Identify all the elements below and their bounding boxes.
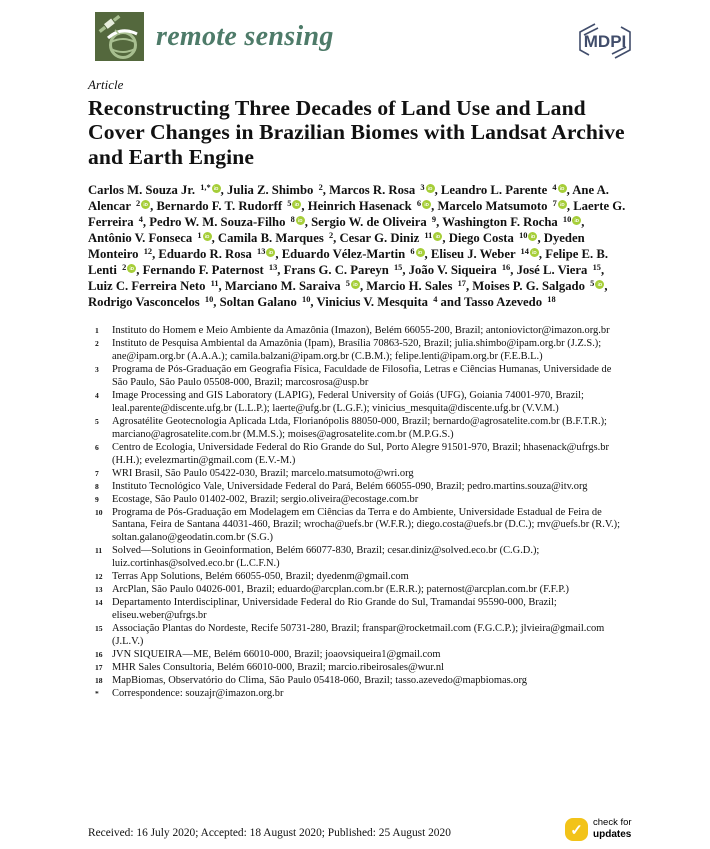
affiliation-text: Associação Plantas do Nordeste, Recife 50731-280, Brazil; franspar@rocketmail.com (F.G.C.P.); jlvieira@gmail.com (J.L.V.) — [112, 623, 605, 648]
author: Eduardo Vélez-Martin $^6$ iD — [282, 247, 425, 261]
author-affiliation-ref: 9 — [431, 215, 437, 225]
affiliation-number: 7 — [95, 468, 99, 478]
author: Sergio W. de Oliveira $^9$ — [311, 215, 437, 230]
affiliation-text: JVN SIQUEIRA—ME, Belém 66010-000, Brazil; joaovsiqueira1@gmail.com — [112, 649, 441, 660]
affiliation-list — [88, 325, 629, 701]
affiliation-number: 8 — [95, 481, 99, 491]
author: Laerte G. Ferreira $^4$ — [88, 199, 626, 230]
orcid-icon[interactable]: iD — [203, 232, 212, 241]
author: Marciano M. Saraiva $^5$ iD — [225, 279, 360, 293]
author-affiliation-ref: 11 — [424, 231, 433, 241]
orcid-icon[interactable]: iD — [351, 280, 360, 289]
mdpi-logo — [574, 20, 636, 67]
author-affiliation-ref: 3 — [420, 183, 425, 193]
orcid-icon[interactable]: iD — [422, 200, 431, 209]
author: Washington F. Rocha $^{10}$ iD — [442, 215, 581, 229]
author-affiliation-ref: 5 — [345, 279, 350, 289]
author-affiliation-ref: 8 — [290, 215, 295, 225]
affiliation-text: MHR Sales Consultoria, Belém 66010-000, Brazil; marcio.ribeirosales@wur.nl — [112, 661, 444, 673]
author-affiliation-ref: 5 — [287, 199, 292, 209]
author: Rodrigo Vasconcelos $^{10}$ — [88, 295, 214, 310]
author-affiliation-ref: 2 — [122, 263, 127, 273]
affiliation-number: 17 — [95, 662, 103, 672]
author-affiliation-ref: 6 — [410, 247, 415, 257]
author-affiliation-ref: 15 — [592, 263, 601, 273]
affiliation-number: 18 — [95, 675, 103, 685]
affiliation-item — [88, 507, 629, 546]
affiliation-number: 11 — [95, 546, 103, 556]
author-affiliation-ref: 11 — [210, 279, 219, 289]
affiliation-text: Ecostage, São Paulo 01402-002, Brazil; sergio.oliveira@ecostage.com.br — [112, 493, 419, 505]
author: Camila B. Marques $^2$ — [217, 231, 334, 246]
affiliation-text: ArcPlan, São Paulo 04026-001, Brazil; eduardo@arcplan.com.br (E.R.R.); paternost@arcplan.com.br (F.F.P.) — [112, 584, 569, 596]
affiliation-text: Programa de Pós-Graduação em Geografia Física, Faculdade de Filosofia, Letras e Ciências Humanas, Universidade de São Paulo, São Paulo 05508-000, Brazil; marcosrosa@usp.br — [112, 364, 612, 388]
author: Cesar G. Diniz $^{11}$ iD — [339, 231, 442, 245]
author: Marcos R. Rosa $^3$ iD — [329, 183, 434, 197]
author-affiliation-ref: 4 — [552, 183, 557, 193]
orcid-icon[interactable]: iD — [558, 200, 567, 209]
author: Julia Z. Shimbo $^2$ — [227, 183, 323, 198]
author: Marcio H. Sales $^{17}$ — [366, 279, 466, 294]
orcid-icon[interactable]: iD — [416, 248, 425, 257]
affiliation-item — [88, 675, 629, 688]
orcid-icon[interactable]: iD — [595, 280, 604, 289]
author-list: Carlos M. Souza Jr. $^{1,*}$ iD , Julia Z. Shimbo $^2$, Marcos R. Rosa $^3$ iD , Leandro L. Parente $^4$ iD , Ane A. Alencar $^2$ iD , Bernardo F. T. Rudorff $^5$ iD , Heinrich Hasenack $^6$ iD , Marcelo Matsumoto $^7$ iD , Laerte G. Ferreira $^4$, Pedro W. M. Souza-Filho $^8$ iD , Sergio W. de Oliveira $^9$, Washington F. Rocha $^{10}$ iD , Antônio V. Fonseca $^1$ iD , Camila B. Marques $^2$, Cesar G. Diniz $^{11}$ iD , Diego Costa $^{10}$ iD , Dyeden Monteiro $^{12}$, Eduardo R. Rosa $^{13}$ iD , Eduardo Vélez-Martin $^6$ iD , Eliseu J. Weber $^{14}$ iD , Felipe E. B. Lenti $^2$ iD , Fernando F. Paternost $^{13}$, Frans G. C. Pareyn $^{15}$, João V. Siqueira $^{16}$, José L. Viera $^{15}$, Luiz C. Ferreira Neto $^{11}$, Marciano M. Saraiva $^5$ iD , Marcio H. Sales $^{17}$, Moises P. G. Salgado $^5$ iD , Rodrigo Vasconcelos $^{10}$, Soltan Galano $^{10}$, Vinicius V. Mesquita $^4$ and Tasso Azevedo $^{18}$ — [88, 183, 626, 310]
orcid-icon[interactable]: iD — [296, 216, 305, 225]
affiliation-item — [88, 416, 629, 442]
affiliation-item — [88, 545, 629, 571]
author-affiliation-ref: 4 — [138, 215, 143, 225]
author: Vinicius V. Mesquita $^4$ — [316, 295, 438, 310]
affiliation-number: 13 — [95, 585, 103, 595]
affiliation-item — [88, 662, 629, 675]
mdpi-hexagon-icon — [574, 20, 636, 62]
check-icon[interactable]: ✓ — [565, 818, 588, 841]
author: Leandro L. Parente $^4$ iD — [441, 183, 567, 197]
affiliation-item — [88, 597, 629, 623]
author: Fernando F. Paternost $^{13}$ — [142, 263, 278, 278]
author: Luiz C. Ferreira Neto $^{11}$ — [88, 279, 219, 294]
orcid-icon[interactable]: iD — [212, 184, 221, 193]
author-affiliation-ref: 16 — [501, 263, 511, 273]
author: Dyeden Monteiro $^{12}$ — [88, 231, 585, 262]
author: Felipe E. B. Lenti $^2$ iD — [88, 247, 608, 278]
orcid-icon[interactable]: iD — [141, 200, 150, 209]
author-affiliation-ref: 1,* — [200, 183, 211, 193]
article-title: Reconstructing Three Decades of Land Use and Land Cover Changes in Brazilian Biomes with Landsat Archive and Earth Engine — [88, 96, 625, 169]
affiliation-number: 12 — [95, 572, 103, 582]
affiliation-item — [88, 623, 629, 649]
author-affiliation-ref: 12 — [143, 247, 153, 257]
author: Frans G. C. Pareyn $^{15}$ — [283, 263, 403, 278]
check-updates-line2: updates — [593, 829, 632, 841]
author: Diego Costa $^{10}$ iD — [449, 231, 538, 245]
affiliation-item — [88, 649, 629, 662]
affiliation-text: Image Processing and GIS Laboratory (LAPIG), Federal University of Goiás (UFG), Goiania 74001-970, Brazil; leal.parente@discente.ufg.br (L.L.P.); laerte@ufg.br (L.G.F.); vinicius_mesquita@discente.ufg.br (V.V.M.) — [112, 389, 584, 414]
affiliation-item — [88, 364, 629, 390]
front-matter — [88, 77, 629, 701]
author-affiliation-ref: 10 — [562, 215, 572, 225]
affiliation-number: 16 — [95, 650, 103, 659]
author-affiliation-ref: 10 — [302, 295, 311, 305]
remote-sensing-logo-square — [95, 12, 144, 61]
orcid-icon[interactable]: iD — [558, 184, 567, 193]
affiliation-number: 6 — [95, 442, 99, 452]
affiliation-text: Terras App Solutions, Belém 66055-050, Brazil; dyedenm@gmail.com — [112, 571, 409, 583]
author: Eduardo R. Rosa $^{13}$ iD — [158, 247, 275, 261]
affiliation-number: 14 — [95, 598, 103, 608]
affiliation-number: 15 — [95, 624, 103, 634]
affiliation-text: Instituto Tecnológico Vale, Universidade Federal do Pará, Belém 66055-090, Brazil; pedro.martins.souza@itv.org — [112, 480, 588, 492]
affiliation-number: 4 — [95, 390, 99, 400]
author: Moises P. G. Salgado $^5$ iD — [472, 279, 604, 293]
author-affiliation-ref: 13 — [257, 247, 266, 257]
affiliation-text: MapBiomas, Observatório do Clima, São Paulo 05418-060, Brazil; tasso.azevedo@mapbiomas.org — [112, 674, 527, 686]
affiliation-item — [88, 481, 629, 494]
author: Bernardo F. T. Rudorff $^5$ iD — [156, 199, 301, 213]
orcid-icon[interactable]: iD — [530, 248, 539, 257]
affiliation-number: 10 — [95, 507, 103, 517]
affiliation-item — [88, 325, 629, 338]
affiliation-item — [88, 584, 629, 597]
affiliation-item — [88, 468, 629, 481]
author: José L. Viera $^{15}$ — [516, 263, 601, 278]
affiliation-text: Departamento Interdisciplinar, Universidade Federal do Rio Grande do Sul, Tramandaí 95590-000, Brazil; eliseu.weber@ufrgs.br — [112, 597, 557, 622]
author-affiliation-ref: 13 — [268, 263, 278, 273]
affiliation-item — [88, 338, 629, 364]
author-affiliation-ref: 10 — [204, 295, 214, 305]
affiliation-number: * — [95, 688, 99, 698]
journal-name: remote sensing — [156, 21, 334, 52]
affiliation-text: WRI Brasil, São Paulo 05422-030, Brazil; marcelo.matsumoto@wri.org — [112, 467, 414, 479]
author: Marcelo Matsumoto $^7$ iD — [437, 199, 566, 213]
affiliation-number: 5 — [95, 416, 99, 426]
affiliation-item — [88, 571, 629, 584]
author: João V. Siqueira $^{16}$ — [408, 263, 511, 278]
satellite-globe-icon — [95, 12, 144, 61]
orcid-icon[interactable]: iD — [426, 184, 435, 193]
author: Antônio V. Fonseca $^1$ iD — [88, 231, 212, 245]
author-affiliation-ref: 5 — [590, 279, 595, 289]
author-affiliation-ref: 2 — [328, 231, 334, 241]
affiliation-number: 3 — [95, 365, 99, 375]
orcid-icon[interactable]: iD — [528, 232, 537, 241]
author: Soltan Galano $^{10}$ — [219, 295, 311, 310]
author-affiliation-ref: 17 — [457, 279, 466, 289]
affiliation-number: 9 — [95, 494, 99, 504]
affiliation-number: 2 — [95, 339, 99, 349]
affiliation-text: Agrosatélite Geotecnologia Aplicada Ltda, Florianópolis 88050-000, Brazil; bernardo@agrosatelite.com.br (B.F.T.R.); marciano@agrosatelite.com.br (M.M.S.); moises@agrosatelite.com.br (M.P.G.S.) — [112, 415, 607, 440]
author: Ane A. Alencar $^2$ iD — [88, 183, 609, 214]
author-affiliation-ref: 15 — [393, 263, 403, 273]
author: Heinrich Hasenack $^6$ iD — [308, 199, 431, 213]
author-affiliation-ref: 18 — [547, 295, 556, 305]
affiliation-item — [88, 390, 629, 416]
affiliation-text: Programa de Pós-Graduação em Modelagem em Ciências da Terra e do Ambiente, Universidade Estadual de Feira de Santana, Feira de Santana 44031-460, Brazil; wrocha@uefs.br (W.F.R.); diego.costa@uefs.br (D.C.); rnv@uefs.br (R.V.); soltan.galano@geodatin.com.br (S.G.) — [112, 506, 621, 544]
author: Eliseu J. Weber $^{14}$ iD — [431, 247, 539, 261]
author-affiliation-ref: 14 — [520, 247, 529, 257]
check-for-updates-badge[interactable] — [565, 818, 632, 841]
affiliation-text: Centro de Ecologia, Universidade Federal do Rio Grande do Sul, Porto Alegre 91501-970, Brazil; hhasenack@ufrgs.br (H.H.); evelezmartin@gmail.com (E.V.-M.) — [112, 441, 609, 466]
author: Pedro W. M. Souza-Filho $^8$ iD — [149, 215, 305, 229]
author: Carlos M. Souza Jr. $^{1,*}$ iD — [88, 183, 221, 197]
article-dates: Received: 16 July 2020; Accepted: 18 August 2020; Published: 25 August 2020 — [88, 827, 451, 839]
affiliation-item — [88, 442, 629, 468]
orcid-icon[interactable]: iD — [572, 216, 581, 225]
author-affiliation-ref: 10 — [519, 231, 528, 241]
orcid-icon[interactable]: iD — [433, 232, 442, 241]
affiliation-text: Instituto do Homem e Meio Ambiente da Amazônia (Imazon), Belém 66055-200, Brazil; antoniovictor@imazon.org.br — [112, 325, 610, 337]
orcid-icon[interactable]: iD — [266, 248, 275, 257]
author-affiliation-ref: 4 — [433, 295, 438, 305]
author-affiliation-ref: 1 — [197, 231, 202, 241]
affiliation-text: Solved—Solutions in Geoinformation, Belém 66077-830, Brazil; cesar.diniz@solved.eco.br (C.G.D.); luiz.cortinhas@solved.eco.br (L.C.F.N.) — [112, 545, 540, 570]
affiliation-item — [88, 494, 629, 507]
mdpi-wordmark: MDPI — [583, 32, 627, 51]
author-affiliation-ref: 2 — [318, 183, 323, 193]
check-updates-label[interactable] — [593, 818, 632, 840]
author-affiliation-ref: 2 — [135, 199, 141, 209]
affiliation-number: 1 — [95, 326, 99, 336]
orcid-icon[interactable]: iD — [127, 264, 136, 273]
author-affiliation-ref: 7 — [552, 199, 557, 209]
author-affiliation-ref: 6 — [416, 199, 422, 209]
article-type-label: Article — [88, 77, 124, 92]
orcid-icon[interactable]: iD — [292, 200, 301, 209]
check-updates-line1: check for — [593, 817, 632, 829]
affiliation-text: Correspondence: souzajr@imazon.org.br — [112, 687, 284, 699]
author: Tasso Azevedo $^{18}$ — [463, 295, 556, 310]
affiliation-text: Instituto de Pesquisa Ambiental da Amazônia (Ipam), Brasília 70863-520, Brazil; julia.shimbo@ipam.org.br (J.Z.S.); ane@ipam.org.br (A.A.A.); camila.balzani@ipam.org.br (C.B.M.); felipe.lenti@ipam.org.br (F.E.B.L.) — [112, 338, 602, 363]
journal-logo — [95, 12, 334, 61]
affiliation-item — [88, 688, 629, 701]
